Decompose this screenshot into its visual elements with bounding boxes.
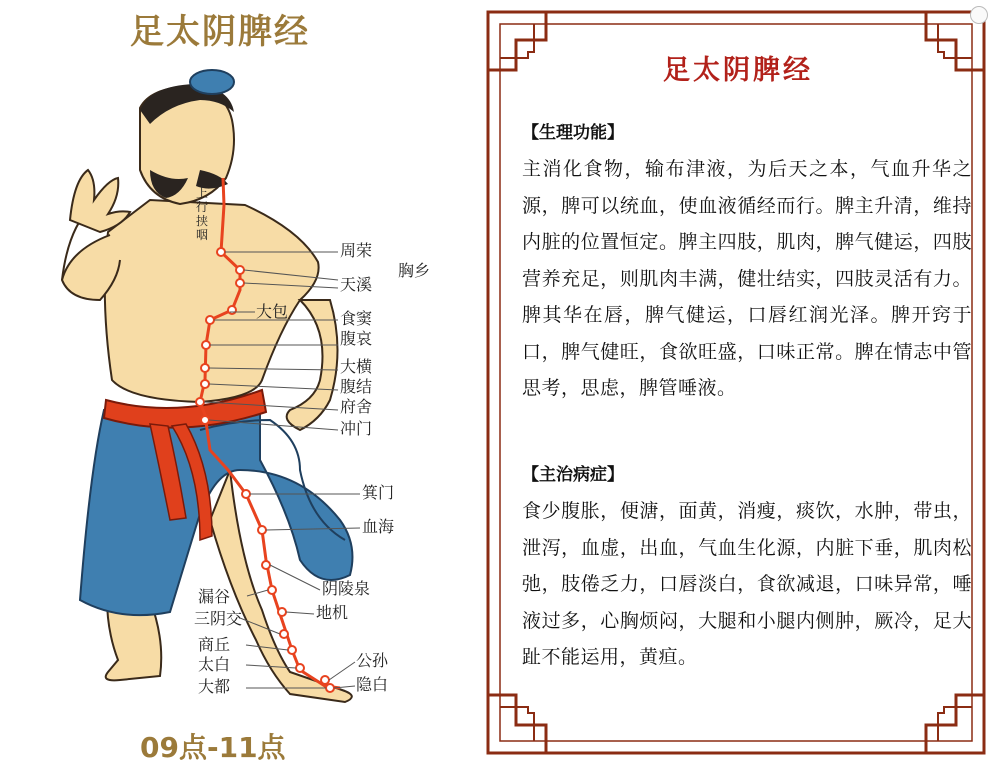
point-dadu: 大都 — [198, 677, 231, 696]
point-fuai: 腹哀 — [340, 329, 373, 348]
point-xiongxiang: 胸乡 — [398, 261, 431, 280]
figure-illustration — [0, 0, 476, 771]
physiology-heading: 【生理功能】 — [522, 123, 624, 143]
disease-text: 食少腹胀，便溏，面黄，消瘦，痰饮，水肿，带虫，泄泻，血虚，出血，气血生化源，内脏下垂，肌肉松弛，肢倦乏力，口唇淡白，食欲减退，口味异常，唾液过多，心胸烦闷，大腿和小腿内侧肿，厥冷，足大趾不能运用，黄疸。 — [522, 500, 972, 668]
disease-section — [522, 460, 972, 676]
point-taibai: 太白 — [198, 655, 231, 674]
route-note: 上行挟咽 — [196, 186, 209, 242]
physiology-text: 主消化食物，输布津液，为后天之本，气血升华之源，脾可以统血，使血液循经而行。脾主升清，维持内脏的位置恒定。脾主四肢，肌肉，脾气健运，四肢营养充足，则肌肉丰满，健壮结实，四肢灵活有力。脾其华在唇，脾气健运，口唇红润光泽。脾开窍于口，脾气健旺，食欲旺盛，口味正常。脾在情志中管思考，思虑，脾管唾液。 — [522, 158, 972, 399]
physiology-section — [522, 118, 972, 407]
point-yinlingquan: 阴陵泉 — [322, 579, 371, 598]
disease-heading: 【主治病症】 — [522, 465, 624, 485]
left-card-title: 足太阴脾经 — [130, 12, 310, 52]
point-fujie: 腹结 — [340, 377, 373, 396]
point-fushe: 府舍 — [340, 397, 373, 416]
info-card — [476, 0, 1000, 771]
point-lougu: 漏谷 — [198, 587, 231, 606]
point-gongsun: 公孙 — [356, 651, 389, 670]
point-yinbai: 隐白 — [356, 675, 389, 694]
corner-mark — [970, 6, 988, 24]
point-daheng: 大横 — [340, 357, 373, 376]
point-xuehai: 血海 — [362, 517, 395, 536]
point-zhourong: 周荣 — [340, 241, 373, 260]
point-tianxi: 天溪 — [340, 275, 373, 294]
time-range: 09点-11点 — [140, 731, 286, 764]
right-card-title: 足太阴脾经 — [663, 55, 813, 86]
point-sanyinjiao: 三阴交 — [194, 609, 243, 628]
point-shidou: 食窦 — [340, 309, 373, 328]
point-shangqiu: 商丘 — [198, 635, 231, 654]
point-dabao: 大包 — [256, 302, 289, 321]
point-jimen: 箕门 — [362, 483, 395, 502]
illustration-card — [0, 0, 476, 771]
point-chongmen: 冲门 — [340, 419, 373, 438]
point-diji: 地机 — [316, 603, 349, 622]
